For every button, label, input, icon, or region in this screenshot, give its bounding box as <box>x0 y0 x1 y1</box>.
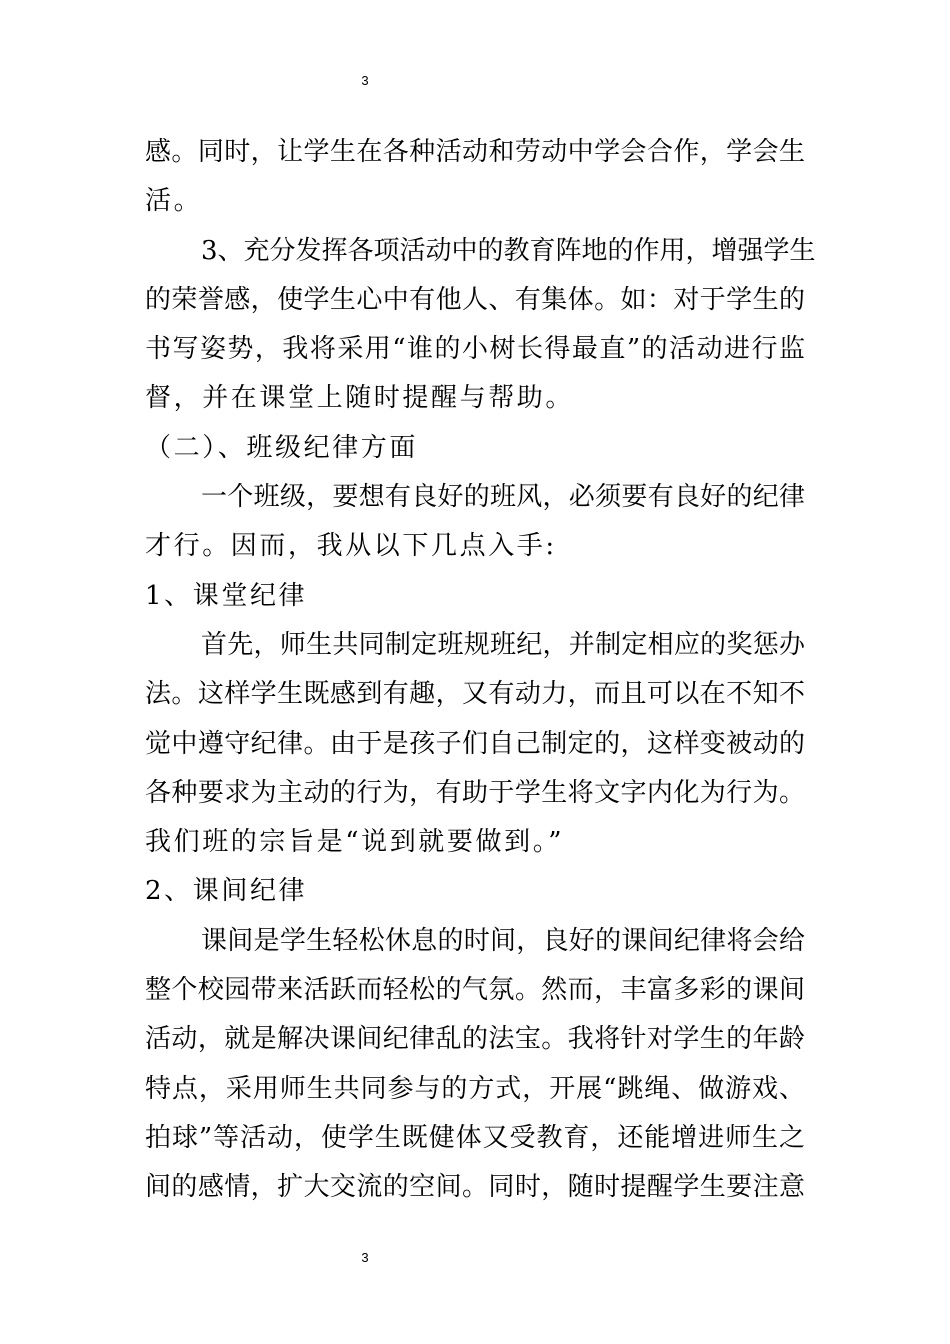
text-line: 才行。因而，我从以下几点入手: <box>145 531 557 562</box>
document-body <box>145 128 816 1213</box>
text-line: 书写姿势，我将采用“谁的小树长得最直”的活动进行监 <box>145 334 805 365</box>
text-line: 活动，就是解决课间纪律乱的法宝。我将针对学生的年龄 <box>145 1024 805 1055</box>
subsection-heading: 2、课间纪律 <box>145 876 308 907</box>
paragraph-line: 一个班级，要想有良好的班风，必须要有良好的纪律 <box>201 482 805 513</box>
text-line: 拍球”等活动，使学生既健体又受教育，还能增进师生之 <box>145 1122 805 1153</box>
text-line: 法。这样学生既感到有趣，又有动力，而且可以在不知不 <box>145 679 805 710</box>
text-line: 间的感情，扩大交流的空间。同时，随时提醒学生要注意 <box>145 1172 805 1203</box>
paragraph-line: 首先，师生共同制定班规班纪，并制定相应的奖惩办 <box>201 629 805 660</box>
text-line: 我们班的宗旨是“说到就要做到。” <box>145 827 565 858</box>
text-line: 督，并在课堂上随时提醒与帮助。 <box>145 383 575 414</box>
subsection-heading: 1、课堂纪律 <box>145 580 308 611</box>
text-line: 特点，采用师生共同参与的方式，开展“跳绳、做游戏、 <box>145 1073 805 1104</box>
text-line: 觉中遵守纪律。由于是孩子们自己制定的，这样变被动的 <box>145 728 805 759</box>
paragraph-line: 课间是学生轻松休息的时间，良好的课间纪律将会给 <box>201 925 805 956</box>
paragraph-line: 3、充分发挥各项活动中的教育阵地的作用，增强学生 <box>201 235 816 266</box>
page-number-bottom: 3 <box>361 1250 369 1265</box>
text-line: 感。同时，让学生在各种活动和劳动中学会合作，学会生 <box>145 137 805 167</box>
text-line: 整个校园带来活跃而轻松的气氛。然而，丰富多彩的课间 <box>145 975 805 1006</box>
text-line: 活。 <box>145 186 203 217</box>
section-heading: （二）、班级纪律方面 <box>145 432 419 463</box>
page-number-top: 3 <box>361 73 369 88</box>
text-line: 各种要求为主动的行为，有助于学生将文字内化为行为。 <box>145 777 805 808</box>
text-line: 的荣誉感，使学生心中有他人、有集体。如：对于学生的 <box>145 284 805 315</box>
